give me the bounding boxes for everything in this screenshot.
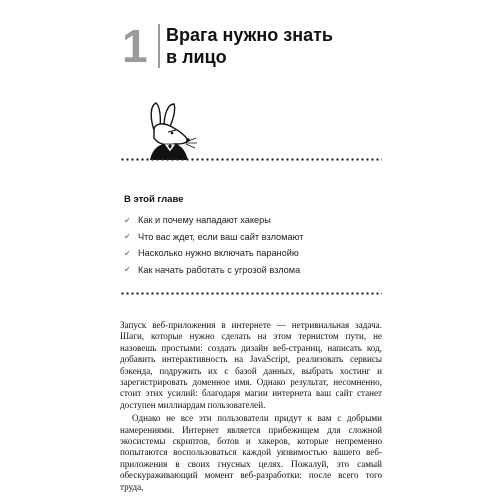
checkmark-icon: ✔ bbox=[124, 215, 131, 225]
list-item bbox=[124, 245, 303, 262]
paragraph: Запуск веб-приложения в интернете — нетривиальная задача. Шаги, которые нужно сделать на этом тернистом пути, не назовешь простыми: создать дизайн веб-страниц, написать код, добавить интерактивность на JavaScript, реализовать сервисы бэкенда, подружить их с базой данных, выбрать хостинг и зарегистрировать доменное имя. Однако результат, несомненно, стоит этих усилий: благодаря магии интернета ваш сайт станет доступен миллиардам пользователей. bbox=[120, 320, 382, 410]
paragraph: Однако не все эти пользователи придут к вам с добрыми намерениями. Интернет является прибежищем для сложной экосистемы скриптов, ботов и хакеров, которые непременно попытаются воспользоваться каждой уязвимостью вашего веб-приложения в своих гнусных целях. Пожалуй, это самый обескураживающий момент веб-разработки: после всего того труда, bbox=[120, 413, 382, 492]
checkmark-icon: ✔ bbox=[124, 265, 131, 275]
rabbit-mascot-illustration bbox=[140, 100, 210, 160]
chapter-contents-heading: В этой главе bbox=[124, 194, 184, 205]
list-item-text: Насколько нужно включать паранойю bbox=[138, 248, 299, 259]
list-item bbox=[124, 262, 303, 279]
list-item-text: Как начать работать с угрозой взлома bbox=[138, 264, 301, 275]
dotted-divider-top bbox=[120, 158, 382, 161]
list-item bbox=[124, 212, 303, 229]
body-text bbox=[120, 320, 382, 493]
checkmark-icon: ✔ bbox=[124, 232, 131, 242]
chapter-number: 1 bbox=[122, 20, 148, 72]
chapter-title bbox=[166, 24, 396, 68]
chapter-title-line-2: в лицо bbox=[166, 47, 227, 67]
list-item bbox=[124, 229, 303, 246]
dotted-divider-bottom bbox=[120, 292, 382, 295]
chapter-title-line-1: Врага нужно знать bbox=[166, 25, 333, 45]
chapter-contents-list bbox=[124, 212, 303, 278]
list-item-text: Как и почему нападают хакеры bbox=[138, 215, 271, 226]
chapter-divider bbox=[158, 24, 160, 68]
checkmark-icon: ✔ bbox=[124, 248, 131, 258]
list-item-text: Что вас ждет, если ваш сайт взломают bbox=[138, 231, 304, 242]
